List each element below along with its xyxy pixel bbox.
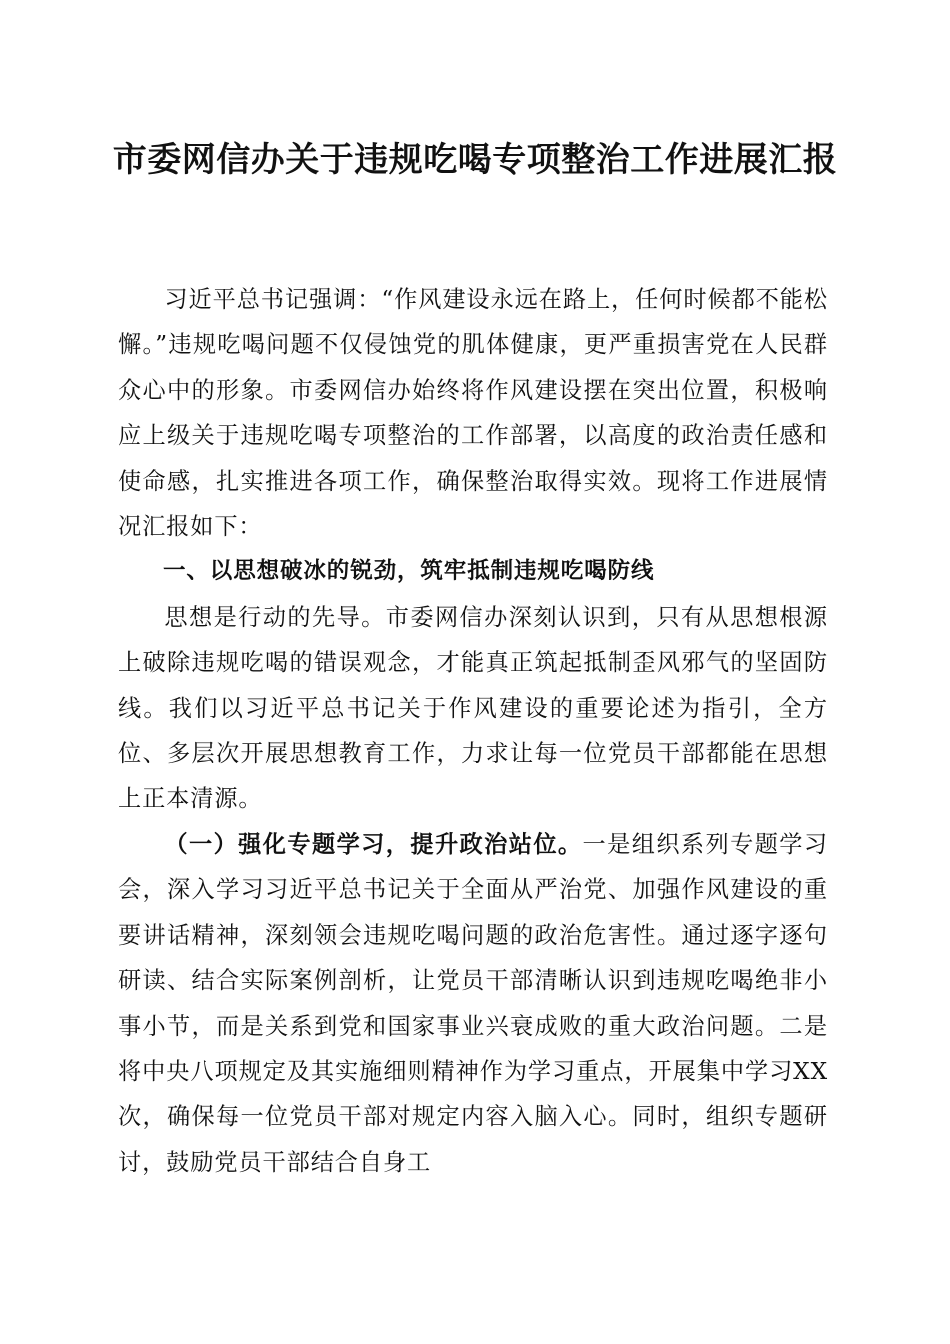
- document-body: [118, 277, 828, 1185]
- subsection-1-text: 一是组织系列专题学习会，深入学习习近平总书记关于全面从严治党、加强作风建设的重要讲话精神，深刻领会违规吃喝问题的政治危害性。通过逐字逐句研读、结合实际案例剖析，让党员干部清晰认识到违规吃喝绝非小事小节，而是关系到党和国家事业兴衰成败的重大政治问题。二是将中央八项规定及其实施细则精神作为学习重点，开展集中学习XX次，确保每一位党员干部对规定内容入脑入心。同时，组织专题研讨，鼓励党员干部结合自身工: [118, 830, 828, 1176]
- intro-paragraph: 习近平总书记强调：“作风建设永远在路上，任何时候都不能松懈。”违规吃喝问题不仅侵蚀党的肌体健康，更严重损害党在人民群众心中的形象。市委网信办始终将作风建设摆在突出位置，积极响应上级关于违规吃喝专项整治的工作部署，以高度的政治责任感和使命感，扎实推进各项工作，确保整治取得实效。现将工作进展情况汇报如下：: [118, 286, 828, 541]
- subsection-1-lead: （一）强化专题学习，提升政治站位。: [164, 830, 583, 858]
- section-1-paragraph: 思想是行动的先导。市委网信办深刻认识到，只有从思想根源上破除违规吃喝的错误观念，才能真正筑起抵制歪风邪气的坚固防线。我们以习近平总书记关于作风建设的重要论述为指引，全方位、多层次开展思想教育工作，力求让每一位党员干部都能在思想上正本清源。: [118, 603, 828, 813]
- document-title: 市委网信办关于违规吃喝专项整治工作进展汇报: [112, 140, 838, 180]
- subsection-1-paragraph: [118, 822, 828, 1185]
- section-1-heading: 一、以思想破冰的锐劲，筑牢抵制违规吃喝防线: [163, 558, 655, 585]
